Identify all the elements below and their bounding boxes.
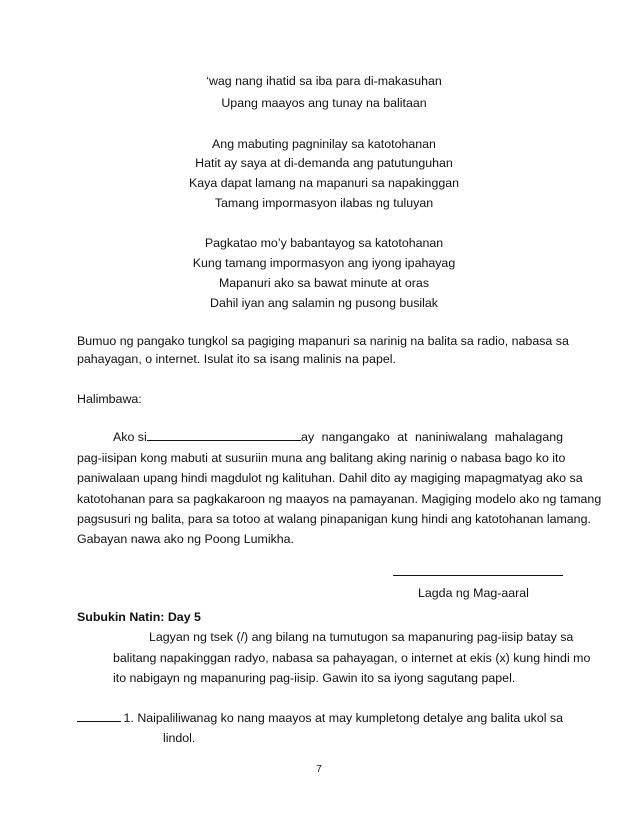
pledge-text: Ako si [113, 430, 147, 444]
pledge-first-line [113, 430, 563, 444]
section-instruction-line: Lagyan ng tsek (/) ang bilang na tumutugon sa mapanuring pag-iisip batay sa [149, 630, 574, 644]
poem-line: Hatit ay saya at di-demanda ang patutunguhan [195, 156, 453, 170]
pledge-text: ay nangangako at naniniwalang mahalagang [301, 430, 563, 444]
poem-line: Ang mabuting pagninilay sa katotohanan [212, 137, 436, 151]
poem-line: Kaya dapat lamang na mapanuri sa napakinggan [188, 176, 460, 190]
poem-line: Pagkatao mo’y babantayog sa katotohanan [204, 236, 444, 250]
poem-line: Dahil iyan ang salamin ng pusong busilak [210, 296, 438, 310]
instruction-line: Bumuo ng pangako tungkol sa pagiging mapanuri sa narinig na balita sa radio, nabasa sa [77, 334, 569, 348]
poem-line: Mapanuri ako sa bawat minute at oras [218, 276, 430, 290]
page-number: 7 [316, 764, 322, 775]
answer-blank [77, 711, 121, 722]
pledge-line: paniwalaan upang hindi magdulot ng kalituhan. Dahil dito ay magiging mapagmatyag ako sa [77, 471, 583, 485]
signature-line [393, 575, 563, 576]
poem-line: ‘wag nang ihatid sa iba para di-makasuhan [206, 74, 442, 88]
poem-line: Kung tamang impormasyon ang iyong ipahayag [192, 256, 456, 270]
signature-label: Lagda ng Mag-aaral [418, 586, 529, 600]
pledge-line: katotohanan para sa pagkakaroon ng maayos na pamayanan. Magiging modelo ako ng tamang [77, 492, 602, 506]
section-instruction-line: balitang napakinggan radyo, nabasa sa pahayagan, o internet at ekis (x) kung hindi mo [113, 651, 591, 665]
section-heading: Subukin Natin: Day 5 [77, 610, 201, 624]
poem-line: Upang maayos ang tunay na balitaan [221, 96, 427, 110]
instruction-line: pahayagan, o internet. Isulat ito sa isang malinis na papel. [77, 352, 396, 366]
pledge-line: pagsusuri ng balita, para sa totoo at walang pinapanigan kung hindi ang katotohanan lamang. [77, 512, 591, 526]
pledge-line: pag-iisipan kong mabuti at susuriin muna ang balitang aking narinig o nabasa bago ko ito [77, 451, 566, 465]
item-row [77, 711, 563, 725]
item-text: 1. Naipaliliwanag ko nang maayos at may kumpletong detalye ang balita ukol sa [123, 711, 563, 725]
pledge-line: Gabayan nawa ako ng Poong Lumikha. [77, 532, 294, 546]
name-blank [147, 430, 301, 441]
item-text-continued: lindol. [163, 731, 196, 745]
poem-line: Tamang impormasyon ilabas ng tuluyan [214, 196, 434, 210]
section-instruction-line: ito nabigayn ng mapanuring pag-iisip. Gawin ito sa iyong sagutang papel. [113, 671, 516, 685]
example-label: Halimbawa: [77, 392, 142, 406]
